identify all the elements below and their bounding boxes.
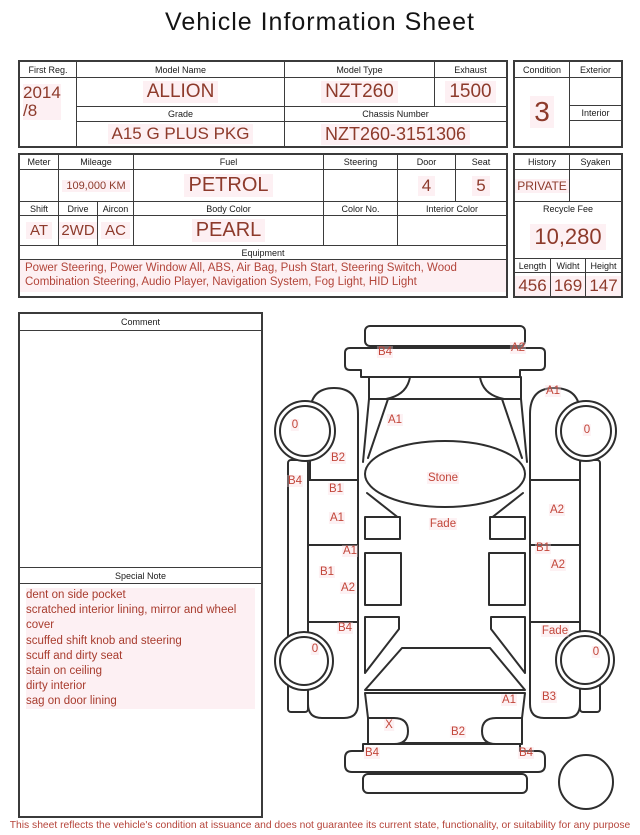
height-header: Height	[586, 259, 621, 273]
seat-value: 5	[456, 170, 506, 202]
damage-marker: A1	[545, 385, 561, 397]
rear-left-wheel	[275, 632, 333, 690]
color-no-value	[324, 216, 398, 246]
mileage-header: Mileage	[59, 155, 134, 170]
meter-header: Meter	[20, 155, 59, 170]
comment-text	[20, 331, 261, 567]
damage-marker: A1	[329, 512, 345, 524]
model-type-value: NZT260	[285, 78, 435, 107]
hood-right-edge	[521, 399, 527, 462]
syaken-value	[570, 170, 621, 202]
syaken-header: Syaken	[570, 155, 621, 170]
comment-header: Comment	[20, 314, 261, 331]
condition-header: Condition	[515, 62, 569, 78]
door-value: 4	[398, 170, 456, 202]
damage-marker: A2	[510, 342, 526, 354]
special-note-header: Special Note	[20, 567, 261, 584]
interior-value	[570, 121, 621, 146]
interior-color-value	[398, 216, 506, 246]
first-reg-year: 2014	[23, 83, 61, 102]
shift-value: AT	[20, 216, 59, 246]
right-pillar-upper	[490, 517, 525, 539]
special-note-text	[20, 584, 261, 713]
model-name-value: ALLION	[77, 78, 285, 107]
rear-window	[365, 648, 525, 690]
first-reg-header: First Reg.	[20, 62, 76, 78]
aircon-value: AC	[98, 216, 134, 246]
equipment-value: Power Steering, Power Window All, ABS, Air Bag, Push Start, Steering Switch, Wood Combination Steering, Audio Player, Navigation System, Fog Light, HID Light	[20, 260, 506, 292]
drive-header: Drive	[59, 202, 98, 216]
damage-marker: A2	[549, 504, 565, 516]
right-pillar-lower	[489, 553, 525, 605]
damage-marker: A1	[342, 545, 358, 557]
color-no-header: Color No.	[324, 202, 398, 216]
damage-marker: B2	[450, 726, 466, 738]
damage-marker: B4	[518, 747, 534, 759]
damage-marker: Fade	[541, 625, 569, 637]
left-pillar-lower	[365, 553, 401, 605]
damage-marker: A2	[340, 582, 356, 594]
front-left-wheel	[275, 401, 335, 461]
left-pillar-upper	[365, 517, 400, 539]
rear-right-wheel	[556, 631, 614, 689]
comment-box	[18, 312, 263, 818]
fuel-header: Fuel	[134, 155, 324, 170]
damage-marker: A2	[550, 559, 566, 571]
exterior-value	[570, 78, 621, 106]
spare-tire	[559, 755, 613, 809]
body-color-value: PEARL	[134, 216, 324, 246]
damage-marker: B4	[287, 475, 303, 487]
length-value: 456	[515, 273, 551, 298]
grade-header: Grade	[77, 107, 285, 122]
interior-header: Interior	[570, 106, 621, 121]
special-note-line: dent on side pocket	[26, 588, 255, 603]
chassis-number-value: NZT260-3151306	[285, 122, 506, 146]
registration-table	[18, 60, 508, 148]
special-note-line: stain on ceiling	[26, 664, 255, 679]
damage-marker: X	[385, 719, 393, 731]
condition-value: 3	[515, 78, 569, 146]
damage-marker: 0	[311, 643, 319, 655]
special-note-line: sag on door lining	[26, 694, 255, 709]
front-bumper-strip	[365, 326, 525, 346]
first-reg-month: /8	[23, 100, 38, 120]
front-panel	[369, 377, 521, 399]
special-note-line: scuffed shift knob and steering	[26, 634, 255, 649]
interior-color-header: Interior Color	[398, 202, 506, 216]
rear-bumper-strip	[363, 774, 527, 793]
first-reg-value	[20, 78, 76, 146]
damage-marker: B3	[541, 691, 557, 703]
mileage-value: 109,000 KM	[59, 170, 134, 202]
spec-table	[18, 153, 508, 298]
fuel-value: PETROL	[134, 170, 324, 202]
drive-value: 2WD	[59, 216, 98, 246]
width-header: Widht	[551, 259, 586, 273]
special-note-line: dirty interior	[26, 679, 255, 694]
meter-value	[20, 170, 59, 202]
right-taillight	[482, 718, 522, 744]
damage-marker: B1	[319, 566, 335, 578]
recycle-fee-header: Recycle Fee	[542, 204, 594, 214]
special-note-line: scuff and dirty seat	[26, 649, 255, 664]
page-title: Vehicle Information Sheet	[165, 8, 475, 36]
damage-marker: B2	[330, 452, 346, 464]
aircon-header: Aircon	[98, 202, 134, 216]
history-header: History	[515, 155, 570, 170]
recycle-fee-value: 10,280	[515, 216, 621, 259]
shift-header: Shift	[20, 202, 59, 216]
damage-marker: B4	[377, 346, 393, 358]
damage-marker: 0	[583, 424, 591, 436]
hood-left-edge	[363, 399, 369, 462]
damage-marker: 0	[291, 419, 299, 431]
car-outline-svg	[268, 310, 640, 818]
height-value: 147	[586, 273, 621, 298]
model-type-header: Model Type	[285, 62, 435, 78]
special-note-line: scratched interior lining, mirror and wheel cover	[26, 603, 255, 633]
width-value: 169	[551, 273, 586, 298]
damage-marker: B4	[337, 622, 353, 634]
right-rear-door	[530, 545, 580, 622]
length-header: Length	[515, 259, 551, 273]
grade-value: A15 G PLUS PKG	[77, 122, 285, 146]
history-value: PRIVATE	[515, 170, 570, 202]
exterior-header: Exterior	[570, 62, 621, 78]
damage-marker: B4	[364, 747, 380, 759]
exhaust-header: Exhaust	[435, 62, 506, 78]
damage-marker: A1	[501, 694, 517, 706]
left-a-pillar	[368, 399, 388, 458]
damage-marker: A1	[387, 414, 403, 426]
body-color-header: Body Color	[134, 202, 324, 216]
equipment-header: Equipment	[20, 246, 506, 260]
damage-marker: B1	[535, 542, 551, 554]
exhaust-value: 1500	[435, 78, 506, 107]
damage-marker: Fade	[429, 518, 457, 530]
steering-header: Steering	[324, 155, 398, 170]
seat-header: Seat	[456, 155, 506, 170]
damage-marker: 0	[592, 646, 600, 658]
condition-box	[513, 60, 623, 148]
right-a-pillar	[502, 399, 522, 458]
chassis-number-header: Chassis Number	[285, 107, 506, 122]
damage-marker: B1	[328, 483, 344, 495]
disclaimer-text: This sheet reflects the vehicle's condition at issuance and does not guarantee its current state, functionality, or suitability for any purpose	[9, 820, 631, 831]
history-box	[513, 153, 623, 298]
model-name-header: Model Name	[77, 62, 285, 78]
car-damage-diagram	[268, 310, 640, 818]
door-header: Door	[398, 155, 456, 170]
damage-marker: Stone	[427, 472, 459, 484]
steering-value	[324, 170, 398, 202]
